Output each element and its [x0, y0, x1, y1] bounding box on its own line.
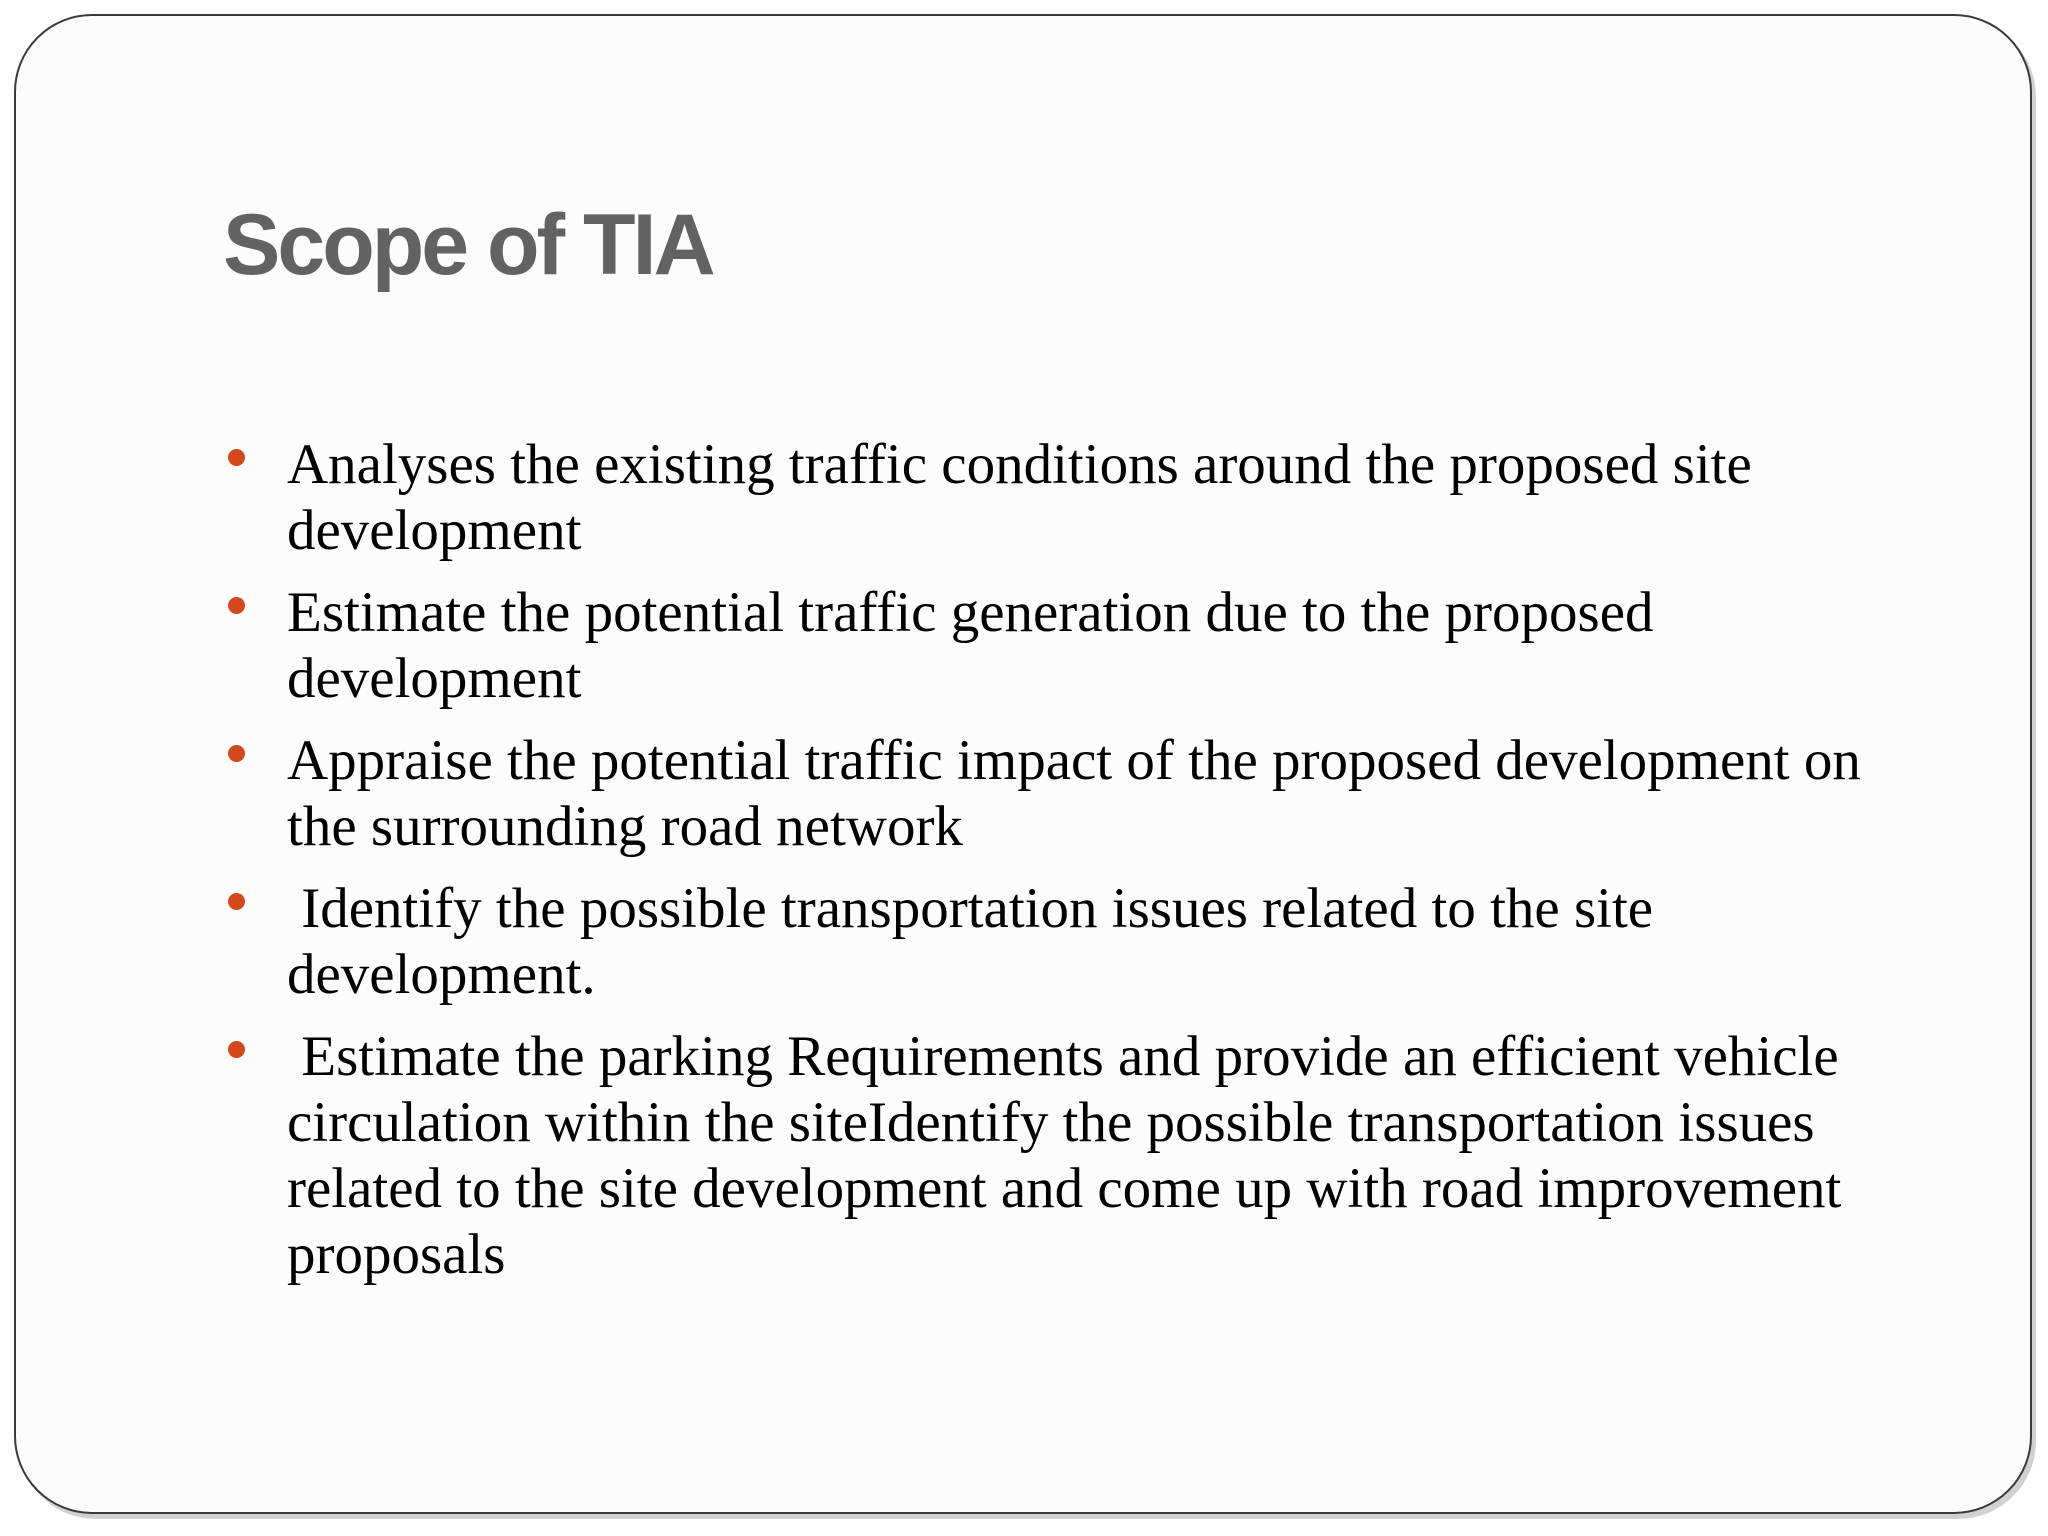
bullet-item [224, 876, 1944, 1008]
bullet-item [224, 1024, 1944, 1288]
bullet-item [224, 728, 1944, 860]
bullet-item [224, 580, 1944, 712]
bullet-dot-icon [228, 893, 245, 910]
bullet-text: Appraise the potential traffic impact of the proposed development on the surrounding road network [287, 729, 1876, 858]
bullet-item [224, 432, 1944, 564]
slide-title: Scope of TIA [223, 197, 713, 293]
bullet-text: Estimate the parking Requirements and provide an efficient vehicle circulation within the siteIdentify the possible transportation issues related to the site development and come up with road improvement proposals [287, 1025, 1856, 1286]
bullet-dot-icon [228, 745, 245, 762]
bullet-text: Identify the possible transportation issues related to the site development. [287, 877, 1668, 1006]
bullet-text: Estimate the potential traffic generation due to the proposed development [287, 581, 1668, 710]
bullet-text: Analyses the existing traffic conditions around the proposed site development [287, 433, 1767, 562]
bullet-list [224, 432, 1944, 1304]
bullet-dot-icon [228, 1041, 245, 1058]
bullet-dot-icon [228, 597, 245, 614]
bullet-dot-icon [228, 449, 245, 466]
